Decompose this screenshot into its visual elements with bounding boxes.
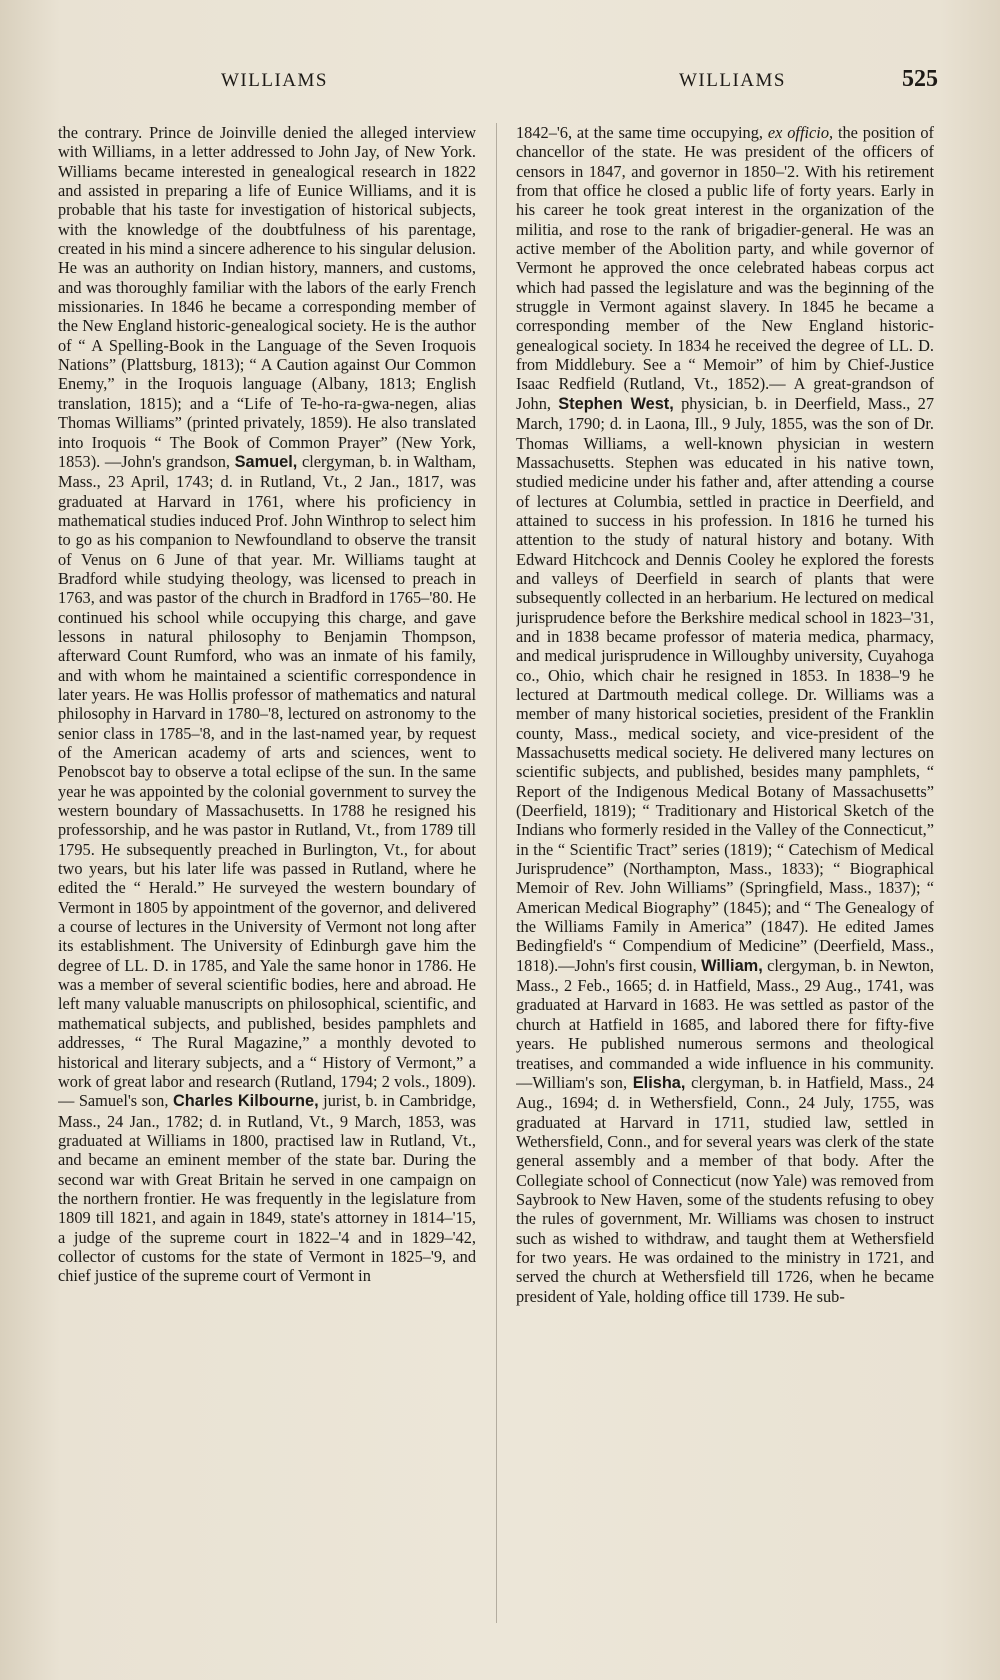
running-header	[0, 66, 1000, 96]
entry-name-william: William,	[701, 956, 763, 975]
running-head-left: WILLIAMS	[221, 70, 328, 91]
entry-william-text: clergyman, b. in Newton, Mass., 2 Feb., 1665; d. in Hatfield, Mass., 29 Aug., 1741, was graduated at Harvard in 1683. He was settled as pastor of the church at Hatfield in 1685, and labored there for fifty-five years. He published numerous sermons and theological treatises, and commanded a wide influence in his community.—William's son,	[516, 955, 934, 1092]
entry-stephen-text: physician, b. in Deerfield, Mass., 27 March, 1790; d. in Laona, Ill., 9 July, 1855, was the son of Dr. Thomas Williams, a well-known physician in western Massachusetts. Stephen was educated in his native town, studied medicine under his father and, after attending a course of lectures at Columbia, settled in practice in Deerfield, and attained to success in his profession. In 1816 he turned his attention to the study of natural history and botany. With Edward Hitchcock and Dennis Cooley he explored the forests and valleys of Deerfield in search of plants that were subsequently collected in an herbarium. He lectured on medical jurisprudence before the Berkshire medical school in 1823–'31, and in 1838 became professor of materia medica, pharmacy, and medical jurisprudence in Willoughby university, Cuyahoga co., Ohio, which chair he resigned in 1853. In 1838–'9 he lectured at Dartmouth medical college. Dr. Williams was a member of many historical societies, president of the Franklin county, Mass., medical society, and vice-president of the Massachusetts medical society. He delivered many lectures on scientific subjects, and published, besides many pamphlets, “ Report of the Indigenous Medical Botany of Massachusetts” (Deerfield, 1819); “ Traditionary and Historical Sketch of the Indians who formerly resided in the Valley of the Connecticut,” in the “ Scientific Tract” series (1819); “ Catechism of Medical Jurisprudence” (Northampton, Mass., 1833); “ Biographical Memoir of Rev. John Williams” (Springfield, Mass., 1837); “ American Medical Biography” (1845); and “ The Genealogy of the Williams Family in America” (1847). He edited James Bedingfield's “ Compendium of Medicine” (Deerfield, Mass., 1818).—John's first cousin,	[516, 393, 934, 975]
text-columns	[58, 123, 958, 1623]
left-column	[58, 123, 476, 1623]
ex-officio-italic: ex officio,	[767, 123, 834, 142]
right-column-text	[516, 123, 934, 1306]
entry-charles-continued: 1842–'6, at the same time occupying,	[516, 123, 763, 142]
entry-name-stephen-west: Stephen West,	[558, 394, 674, 413]
entry-name-charles-kilbourne: Charles Kilbourne,	[172, 1092, 319, 1111]
right-column	[516, 123, 934, 1623]
running-head-right: WILLIAMS	[679, 70, 786, 91]
left-column-text	[58, 123, 476, 1286]
column-divider	[496, 123, 497, 1623]
page-number: 525	[902, 66, 938, 92]
entry-charles-text: jurist, b. in Cambridge, Mass., 24 Jan., 1782; d. in Rutland, Vt., 9 March, 1853, was graduated at Williams in 1800, practised law in Rutland, Vt., and became an eminent member of the state bar. During the second war with Great Britain he served in one campaign on the northern frontier. He was frequently in the legislature from 1809 till 1821, and again in 1849, state's attorney in 1814–'15, a judge of the supreme court in 1822–'4 and in 1829–'42, collector of customs for the state of Vermont in 1825–'9, and chief justice of the supreme court of Vermont in	[58, 1091, 476, 1286]
entry-elisha-text: clergyman, b. in Hatfield, Mass., 24 Aug., 1694; d. in Wethersfield, Conn., 24 July, 1755, was graduated at Harvard in 1711, studied law, settled in Wethersfield, Conn., and for several years was clerk of the state general assembly and a member of that body. After the Collegiate school of Connecticut (now Yale) was removed from Saybrook to New Haven, some of the students refusing to obey the rules of government, Mr. Williams was chosen to instruct such as wished to withdraw, and taught them at Wethersfield for two years. He was ordained to the ministry in 1721, and served the church at Wethersfield till 1726, when he became president of Yale, holding office till 1739. He sub-	[516, 1072, 934, 1306]
entry-name-samuel: Samuel,	[234, 452, 298, 471]
entry-john-continued: the contrary. Prince de Joinville denied the alleged interview with Williams, in a letter addressed to John Jay, of New York. Williams became interested in genealogical research in 1822 and assisted in preparing a life of Eunice Williams, and it is probable that his taste for investigation of historical subjects, with the knowledge of the doubtfulness of his parentage, created in his mind a sincere adherence to his singular delusion. He was an authority on Indian history, manners, and customs, and was thoroughly familiar with the labors of the early French missionaries. In 1846 he became a corresponding member of the New England historic-genealogical society. He is the author of “ A Spelling-Book in the Language of the Seven Iroquois Nations” (Plattsburg, 1813); “ A Caution against Our Common Enemy,” in the Iroquois language (Albany, 1813; English translation, 1815); and a “Life of Te-ho-ra-gwa-negen, alias Thomas Williams” (printed privately, 1859). He also translated into Iroquois “ The Book of Common Prayer” (New York, 1853). —John's grandson,	[58, 123, 476, 471]
entry-samuel-text: clergyman, b. in Waltham, Mass., 23 April, 1743; d. in Rutland, Vt., 2 Jan., 1817, was graduated at Harvard in 1761, where his proficiency in mathematical studies induced Prof. John Winthrop to select him to go as his companion to Newfoundland to observe the transit of Venus on 6 June of that year. Mr. Williams taught at Bradford while studying theology, was licensed to preach in 1763, and was pastor of the church in Bradford in 1765–'80. He continued his school while occupying this charge, and gave lessons in natural philosophy to Benjamin Thompson, afterward Count Rumford, who was an inmate of his family, and with whom he maintained a scientific correspondence in later years. He was Hollis professor of mathematics and natural philosophy in Harvard in 1780–'8, lectured on astronomy to the senior class in 1785–'8, and in the last-named year, by request of the American academy of arts and sciences, went to Penobscot bay to observe a total eclipse of the sun. In the same year he was appointed by the colonial government to survey the western boundary of Massachusetts. In 1788 he resigned his professorship, and he was pastor in Rutland, Vt., from 1789 till 1795. He subsequently preached in Burlington, Vt., for about two years, but his later life was passed in Rutland, where he edited the “ Herald.” He surveyed the western boundary of Vermont in 1805 by appointment of the governor, and delivered a course of lectures in the University of Vermont not long after its establishment. The University of Edinburgh gave him the degree of LL. D. in 1785, and Yale the same honor in 1786. He was a member of several scientific bodies, here and abroad. He left many valuable manuscripts on philosophical, scientific, and mathematical subjects, and published, besides pamphlets and addresses, “ The Rural Magazine,” a monthly devoted to historical and literary subjects, and a “ History of Vermont,” a work of great labor and research (Rutland, 1794; 2 vols., 1809).— Samuel's son,	[58, 451, 476, 1111]
entry-name-elisha: Elisha,	[632, 1073, 686, 1092]
entry-charles-continued-2: the position of chancellor of the state. He was president of the officers of censors in 1847, and governor in 1850–'2. With his retirement from that office he closed a public life of forty years. Early in his career he took great interest in the organization of the militia, and rose to the rank of brigadier-general. He was an active member of the Abolition party, and while governor of Vermont he approved the once celebrated habeas corpus act which had passed the legislature and was the beginning of the struggle in Vermont against slavery. In 1845 he became a corresponding member of the New England historic-genealogical society. In 1834 he received the degree of LL. D. from Middlebury. See a “ Memoir” of him by Chief-Justice Isaac Redfield (Rutland, Vt., 1852).— A great-grandson of John,	[516, 123, 934, 413]
